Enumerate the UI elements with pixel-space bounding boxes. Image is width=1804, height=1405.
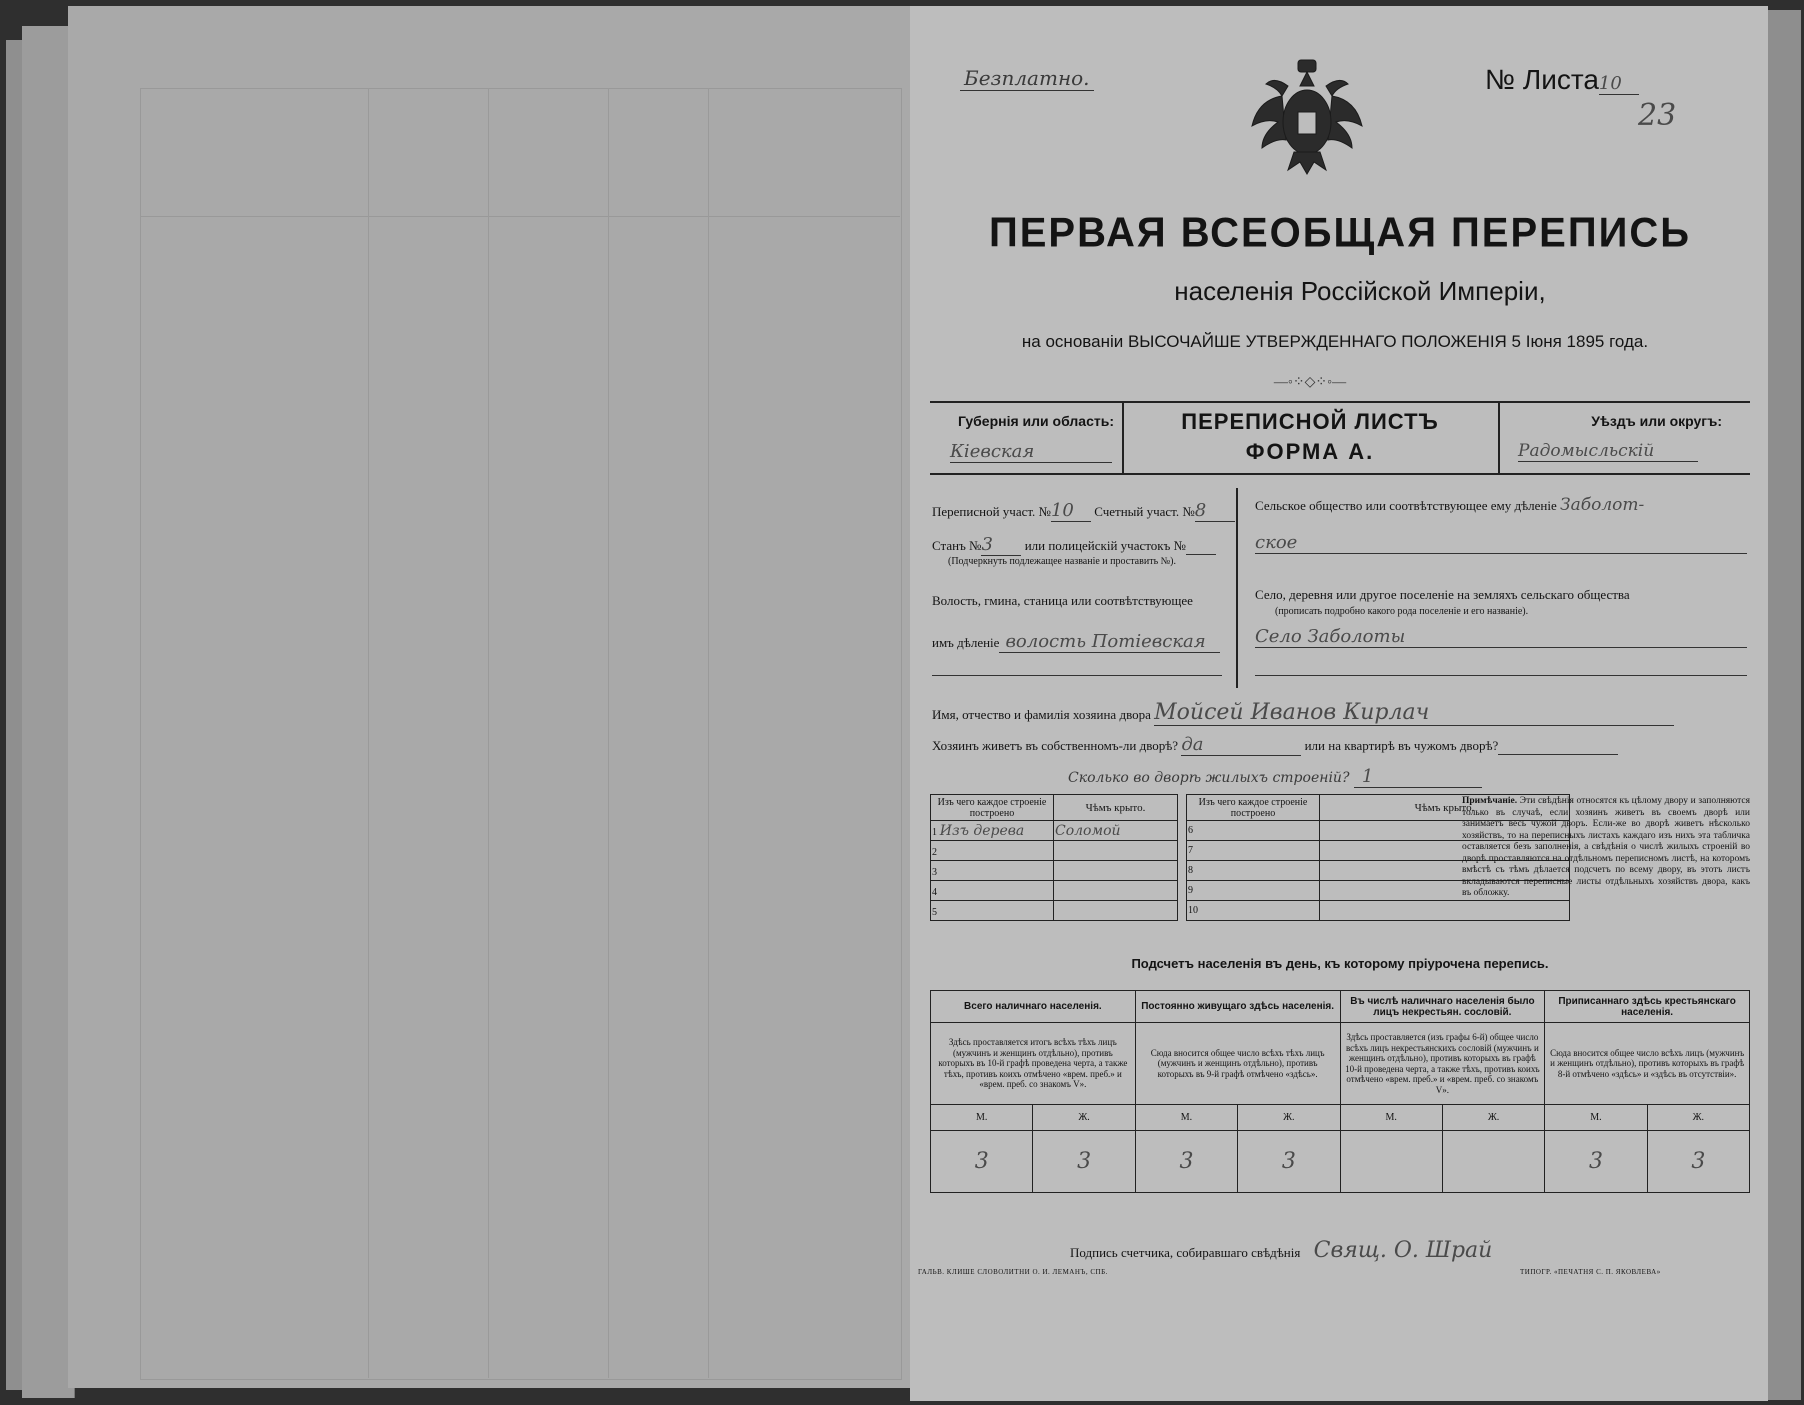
building-row-number: 7: [1187, 841, 1320, 861]
bleed-through-col: [708, 88, 709, 1378]
building-row: [931, 881, 1178, 901]
col-roof: Чѣмъ крыто.: [1054, 795, 1178, 821]
building-roof-value: [1320, 901, 1570, 921]
count-group-desc: Сюда вносится общее число всѣхъ лицъ (мужчинъ и женщинъ отдѣльно), противъ которыхъ въ графѣ 8-й отмѣчено «здѣсь» и «здѣсь въ отсутствіи».: [1545, 1023, 1750, 1105]
perepisnoy-label: Переписной участ. №: [932, 504, 1051, 519]
count-m-value: 3: [1135, 1131, 1237, 1193]
building-material-value: Изъ дерева: [939, 822, 1025, 839]
selo-note: (прописать подробно какого рода поселеніе и его названіе).: [1275, 606, 1529, 617]
stan-label: Станъ №: [932, 538, 982, 553]
obshchestvo-row: [1255, 495, 1644, 515]
building-material: [931, 821, 1054, 841]
count-m-label: М.: [931, 1105, 1033, 1131]
uezd-value: Радомысльскій: [1518, 441, 1698, 462]
selo-value: Село Заболоты: [1255, 626, 1747, 648]
note-label: Примѣчаніе.: [1462, 796, 1518, 806]
uezd-label: Уѣздъ или округъ:: [1591, 413, 1722, 429]
fields-divider: [1236, 488, 1238, 688]
gubernia-value: Кіевская: [950, 441, 1112, 463]
note-text: Эти свѣдѣнія относятся къ цѣлому двору и заполняются только въ случаѣ, если хозяинъ живетъ въ своемъ дворѣ или занимаетъ весь чужой дворъ. Если-же во дворѣ живетъ нѣсколько хозяйствъ, то на переписныхъ листахъ каждаго изъ нихъ эта табличка оставляется безъ заполненія, а свѣдѣнія о числѣ жилыхъ строеній во дворѣ проставляются на отдѣльномъ переписномъ листѣ, на которомъ вмѣстѣ съ тѣмъ дѣлается подсчетъ по всему двору, въ этотъ листъ вкладываются переписные листы отдѣльныхъ хозяйствъ двора, какъ въ обложку.: [1462, 796, 1750, 898]
rent-label: или на квартирѣ въ чужомъ дворѣ?: [1304, 738, 1499, 753]
building-row: [931, 821, 1178, 841]
volost-value: волость Потіевская: [999, 631, 1220, 653]
volost-extra-line: [932, 674, 1222, 676]
count-f-value: 3: [1647, 1131, 1749, 1193]
schetny-label: Счетный участ. №: [1094, 504, 1195, 519]
count-group-desc: Здѣсь проставляется итогъ всѣхъ тѣхъ лицъ (мужчинъ и женщинъ отдѣльно), противъ которыхъ въ 10-й графѣ проведена черта, а также тѣхъ, противъ коихъ отмѣчено «врем. преб.» и «врем. преб. со знакомъ V».: [931, 1023, 1136, 1105]
note-block: [1462, 796, 1750, 900]
bleed-through-frame: [140, 88, 902, 1380]
census-form-page: [910, 6, 1768, 1401]
count-group-head: Приписаннаго здѣсь крестьянскаго населенія.: [1545, 991, 1750, 1023]
right-imprint: ТИПОГР. «ПЕЧАТНЯ С. П. ЯКОВЛЕВА»: [1520, 1268, 1661, 1276]
building-roof-value: [1054, 901, 1178, 921]
building-roof-value: Соломой: [1054, 821, 1178, 841]
census-subtitle: населенія Россійской Имперіи,: [1174, 276, 1546, 306]
count-f-label: Ж.: [1033, 1105, 1135, 1131]
double-headed-eagle-icon: [1248, 56, 1366, 176]
selo-extra-line: [1255, 674, 1747, 676]
schetny-value: 8: [1195, 500, 1235, 522]
count-f-value: 3: [1033, 1131, 1135, 1193]
signature-row: [1070, 1238, 1564, 1263]
count-m-label: М.: [1135, 1105, 1237, 1131]
volost-row: [932, 631, 1220, 653]
buildings-row: [1068, 766, 1482, 788]
police-note: (Подчеркнуть подлежащее названіе и проставить №).: [948, 556, 1176, 567]
count-f-value: 3: [1238, 1131, 1340, 1193]
signature-label: Подпись счетчика, собиравшаго свѣдѣнія: [1070, 1245, 1301, 1260]
building-row-number: 10: [1187, 901, 1320, 921]
count-m-value: 3: [931, 1131, 1033, 1193]
bleed-through-col: [368, 88, 369, 1378]
ornament-divider: —◦⁘◇⁘◦—: [1273, 375, 1347, 390]
gubernia-cell: [930, 403, 1124, 473]
building-material: [931, 901, 1054, 921]
volost-label-2: имъ дѣленіе: [932, 635, 1000, 650]
form-header-row: [930, 401, 1750, 475]
free-label: Безплатно.: [960, 66, 1094, 91]
building-row-number: 6: [1187, 821, 1320, 841]
building-roof-value: [1054, 841, 1178, 861]
building-row-number: 4: [932, 886, 937, 898]
perepisnoy-row: [932, 500, 1235, 522]
sheet-no-value: 10: [1599, 73, 1639, 95]
signature-value: Свящ. О. Шрай: [1313, 1238, 1493, 1263]
buildings-label: Сколько во дворѣ жилыхъ строеній?: [1068, 770, 1350, 786]
count-group-desc: Сюда вносится общее число всѣхъ тѣхъ лицъ (мужчинъ и женщинъ отдѣльно), противъ которыхъ въ 9-й графѣ отмѣчено «здѣсь».: [1135, 1023, 1340, 1105]
building-row: [931, 901, 1178, 921]
bleed-through-col: [608, 88, 609, 1378]
stan-value: 3: [981, 534, 1021, 556]
building-row: [931, 861, 1178, 881]
building-row-number: 8: [1187, 861, 1320, 881]
col-roof-right: Чѣмъ крыто.: [1320, 795, 1570, 821]
yard-row: [932, 734, 1618, 756]
page-number: 23: [1638, 98, 1677, 133]
form-title-2: ФОРМА А.: [1245, 439, 1375, 464]
building-row-number: 2: [932, 846, 937, 858]
count-group-desc: Здѣсь проставляется (изъ графы 6-й) общее число всѣхъ лицъ некрестьянскихъ сословій (мужчинъ и женщинъ отдѣльно), противъ которыхъ въ графѣ 10-й проведена черта, а также тѣхъ, противъ коихъ отмѣчено «врем. преб.» и «врем. преб. со знакомъ V».: [1340, 1023, 1545, 1105]
selo-label: Село, деревня или другое поселеніе на земляхъ сельскаго общества: [1255, 587, 1630, 602]
building-row-number: 5: [932, 906, 937, 918]
count-f-label: Ж.: [1442, 1105, 1544, 1131]
buildings-value: 1: [1354, 766, 1482, 788]
bleed-through-rule: [140, 216, 900, 217]
own-yard-label: Хозяинъ живетъ въ собственномъ-ли дворѣ?: [932, 738, 1179, 753]
obshchestvo-value-1: Заболот-: [1559, 495, 1645, 515]
building-material: [931, 841, 1054, 861]
uezd-cell: [1498, 403, 1752, 473]
obshchestvo-value-2: ское: [1255, 532, 1747, 554]
building-roof-value: [1054, 881, 1178, 901]
building-material: [931, 881, 1054, 901]
col-material: Изъ чего каждое строеніе построено: [931, 795, 1054, 821]
obshchestvo-label: Сельское общество или соотвѣтствующее ему дѣленіе: [1255, 498, 1557, 513]
count-group-head: Всего наличнаго населенія.: [931, 991, 1136, 1023]
col-material-right: Изъ чего каждое строеніе построено: [1187, 795, 1320, 821]
building-roof-value: [1054, 861, 1178, 881]
stan-row: [932, 534, 1216, 556]
bleed-through-col: [488, 88, 489, 1378]
own-yard-value: да: [1181, 734, 1301, 756]
building-row-number: 9: [1187, 881, 1320, 901]
perepisnoy-value: 10: [1051, 500, 1091, 522]
rent-value-blank: [1498, 738, 1618, 755]
owner-value: Мойсей Иванов Кирлач: [1154, 700, 1674, 726]
owner-row: [932, 700, 1674, 726]
count-f-label: Ж.: [1647, 1105, 1749, 1131]
sheet-no-label: [1485, 64, 1639, 96]
left-page: [68, 6, 918, 1388]
building-row-number: 1: [932, 826, 937, 838]
count-group-head: Въ числѣ наличнаго населенія было лицъ некрестьян. сословій.: [1340, 991, 1545, 1023]
building-row-number: 3: [932, 866, 937, 878]
sheet-no-text: № Листа: [1485, 64, 1599, 95]
building-row: [931, 841, 1178, 861]
count-m-label: М.: [1340, 1105, 1442, 1131]
gubernia-label: Губернія или область:: [957, 413, 1114, 429]
form-title-1: ПЕРЕПИСНОЙ ЛИСТЪ: [1181, 409, 1439, 434]
census-basis: на основаніи ВЫСОЧАЙШЕ УТВЕРЖДЕННАГО ПОЛОЖЕНІЯ 5 Іюня 1895 года.: [1021, 332, 1649, 351]
count-title: Подсчетъ населенія въ день, къ которому пріурочена перепись.: [1131, 956, 1549, 971]
count-f-label: Ж.: [1238, 1105, 1340, 1131]
left-imprint: ГАЛЬВ. КЛИШЕ СЛОВОЛИТНИ О. И. ЛЕМАНЪ, СПБ.: [918, 1268, 1108, 1276]
count-m-value: 3: [1545, 1131, 1647, 1193]
count-m-value: [1340, 1131, 1442, 1193]
count-group-head: Постоянно живущаго здѣсь населенія.: [1135, 991, 1340, 1023]
police-value-blank: [1186, 538, 1216, 555]
count-table: [930, 990, 1750, 1193]
police-label: или полицейскій участокъ №: [1024, 538, 1186, 553]
count-m-label: М.: [1545, 1105, 1647, 1131]
owner-label: Имя, отчество и фамилія хозяина двора: [932, 707, 1151, 722]
building-material: [931, 861, 1054, 881]
census-title: ПЕРВАЯ ВСЕОБЩАЯ ПЕРЕПИСЬ: [989, 209, 1691, 257]
building-row: [1187, 901, 1570, 921]
volost-label-1: Волость, гмина, станица или соотвѣтствующее: [932, 593, 1193, 608]
count-f-value: [1442, 1131, 1544, 1193]
